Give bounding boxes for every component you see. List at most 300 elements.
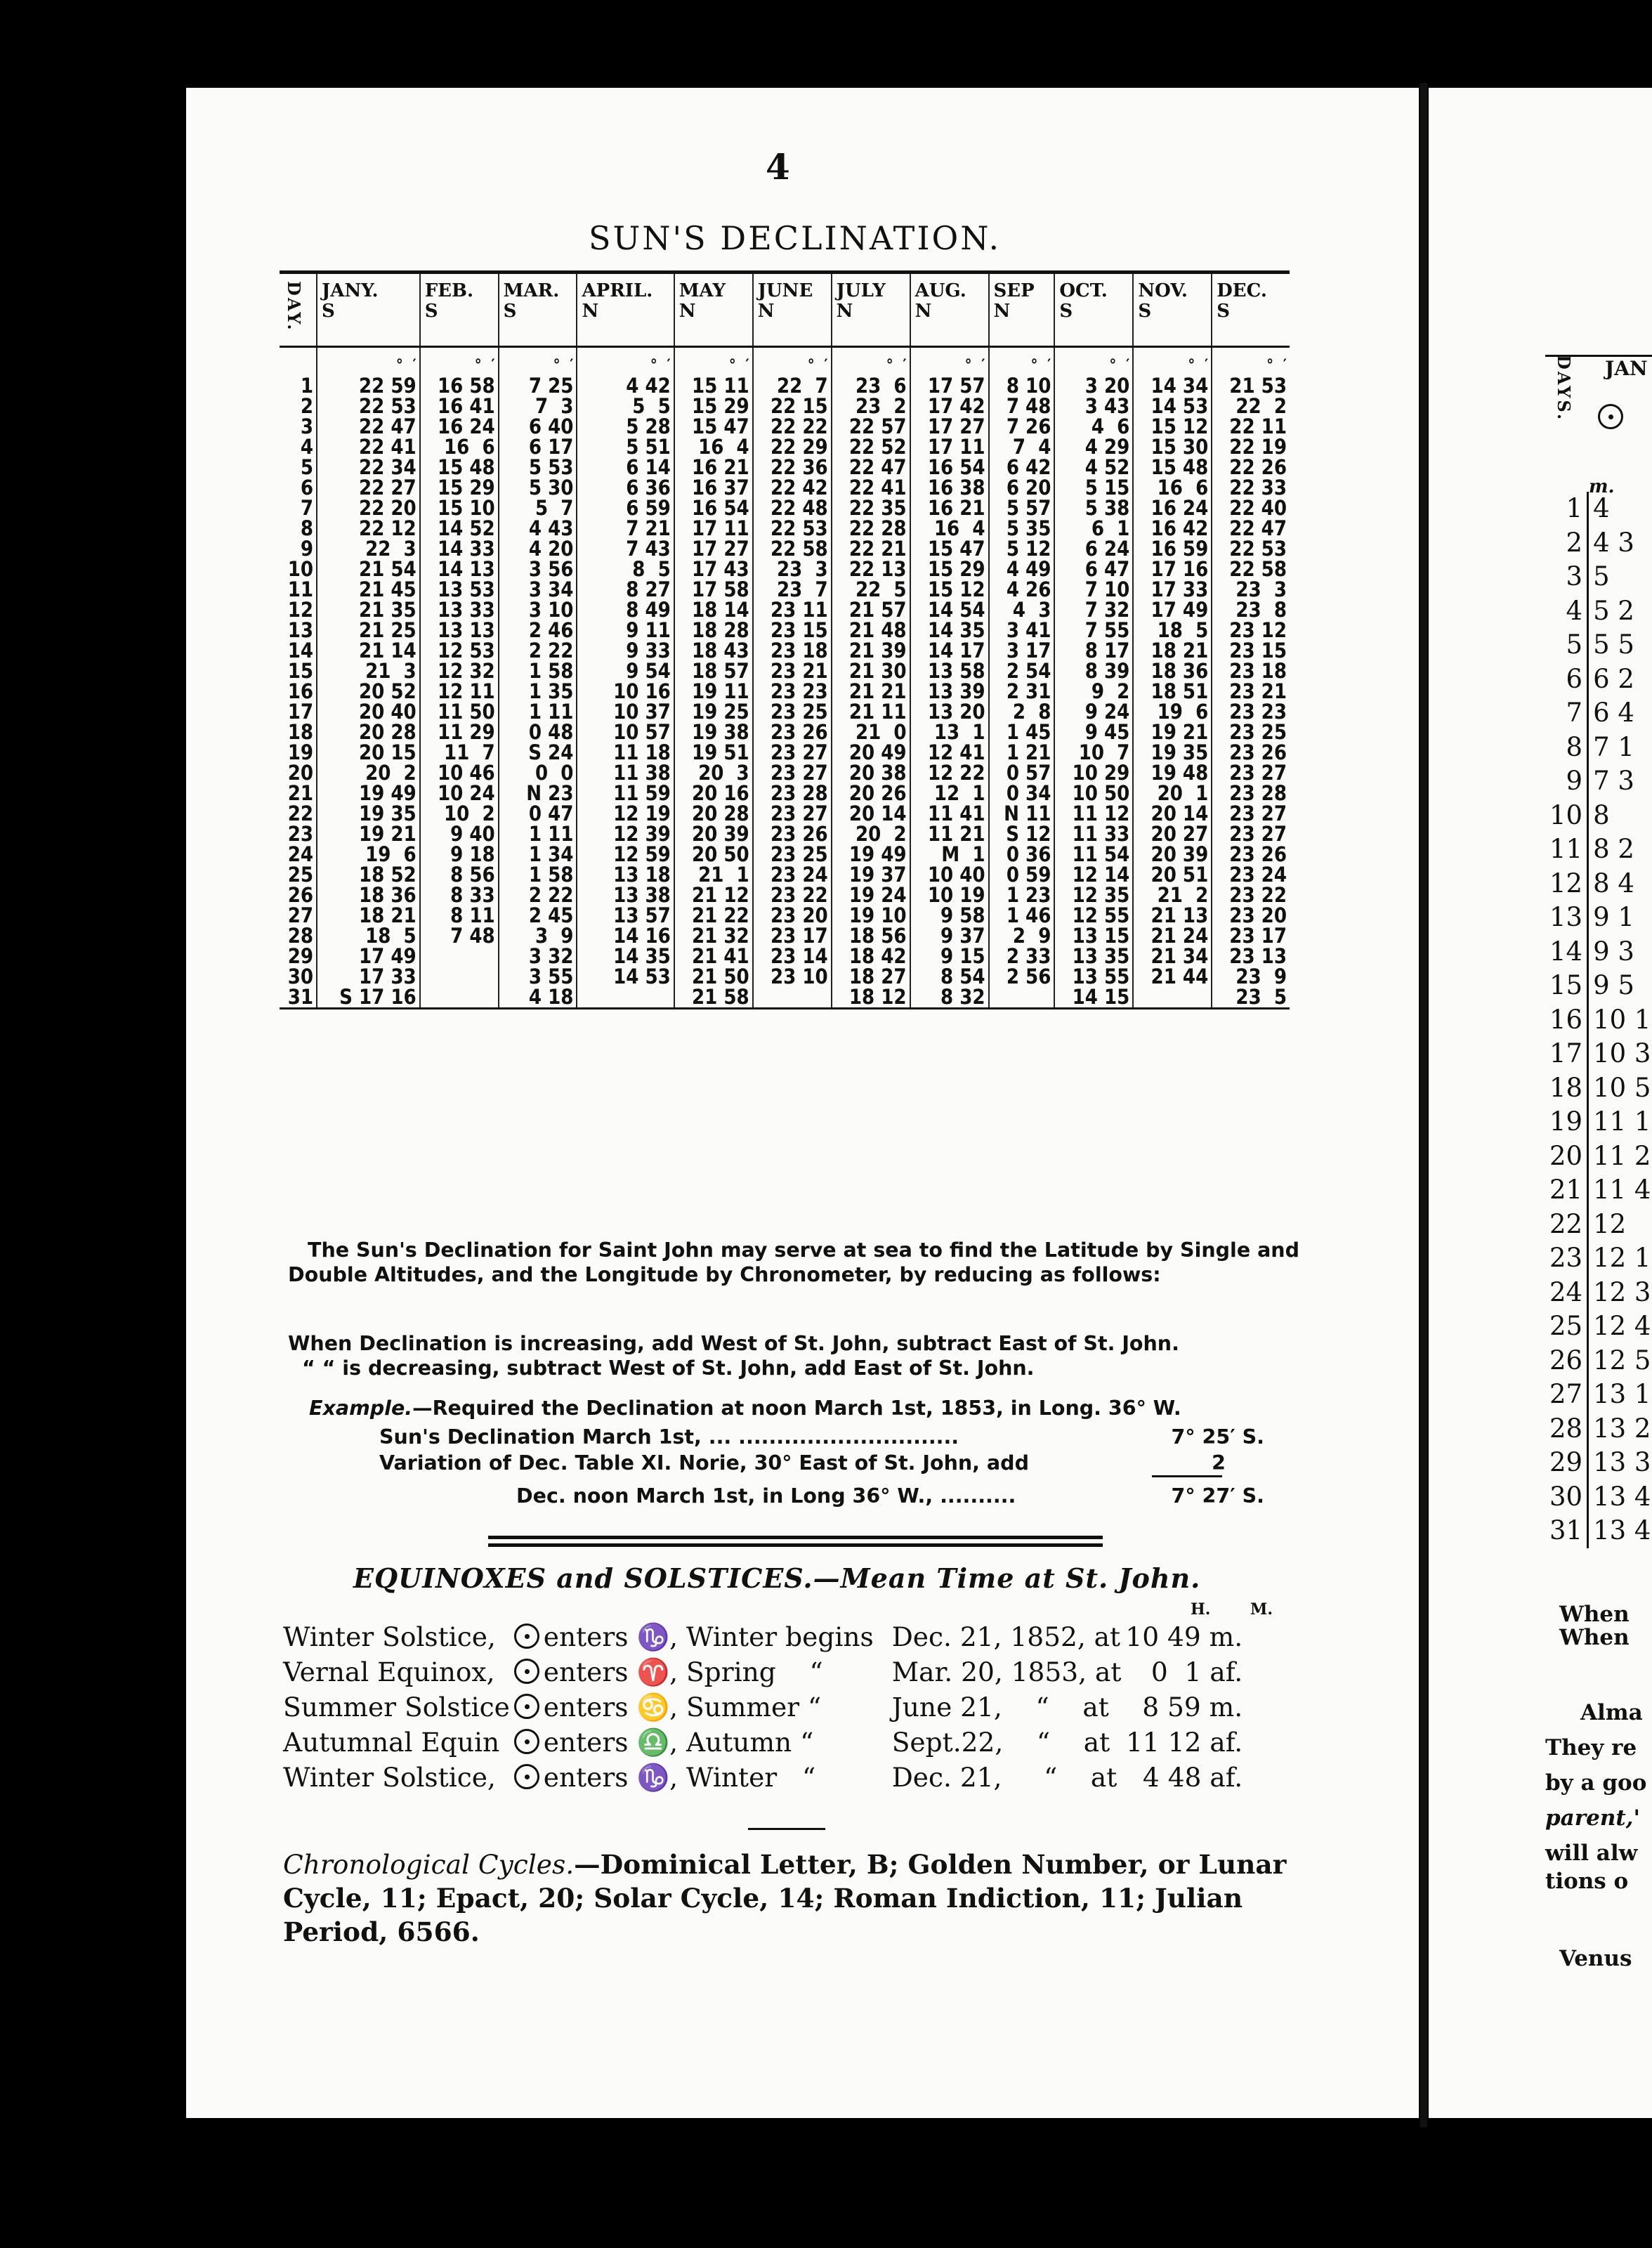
sun-icon — [514, 1725, 544, 1760]
declination-cell: 1 45 — [989, 722, 1055, 743]
declination-cell: 21 12 — [674, 885, 753, 906]
day-cell: 24 — [287, 842, 313, 866]
unit-cell: ° ′ — [577, 347, 674, 377]
declination-cell: 22 40 — [1212, 498, 1290, 518]
month-header-9 — [1054, 273, 1133, 347]
short-divider — [748, 1828, 825, 1830]
declination-cell: 22 28 — [832, 518, 910, 539]
declination-cell: 3 41 — [989, 620, 1055, 641]
declination-cell: 14 16 — [577, 926, 674, 946]
value-cell: 11 2 — [1593, 1140, 1651, 1171]
next-page-row — [1545, 492, 1652, 526]
declination-cell: 21 41 — [674, 946, 753, 967]
declination-cell: 12 35 — [1054, 885, 1133, 906]
month-direction: N — [836, 301, 853, 322]
declination-cell: 16 6 — [1133, 478, 1212, 498]
declination-cell: 14 53 — [577, 967, 674, 987]
declination-cell: 13 15 — [1054, 926, 1133, 946]
declination-cell: 5 12 — [989, 539, 1055, 559]
declination-cell: 16 6 — [420, 437, 499, 457]
day-cell: 9 — [1545, 764, 1588, 799]
next-page-line: parent,' — [1545, 1805, 1640, 1831]
declination-cell: 11 50 — [420, 702, 499, 722]
table-row — [280, 600, 1290, 620]
next-page-row — [1545, 1139, 1652, 1174]
declination-cell: 22 53 — [1212, 539, 1290, 559]
declination-cell: 7 26 — [989, 417, 1055, 437]
declination-cell: 20 39 — [1133, 844, 1212, 865]
value-cell: 12 5 — [1593, 1345, 1651, 1375]
declination-cell: 22 58 — [753, 539, 832, 559]
declination-cell: 18 12 — [832, 987, 910, 1009]
declination-cell: 10 57 — [577, 722, 674, 743]
declination-cell: 12 22 — [910, 763, 989, 783]
declination-cell: 21 44 — [1133, 967, 1212, 987]
declination-cell: 23 23 — [753, 681, 832, 702]
declination-cell: 23 22 — [753, 885, 832, 906]
declination-cell: 11 18 — [577, 743, 674, 763]
declination-cell: 8 17 — [1054, 641, 1133, 661]
declination-cell: 9 33 — [577, 641, 674, 661]
declination-cell: 23 17 — [753, 926, 832, 946]
declination-cell: 7 48 — [989, 396, 1055, 417]
next-page-row — [1545, 1105, 1652, 1139]
note-rule-decreasing: “ “ is decreasing, subtract West of St. John, add East of St. John. — [302, 1357, 1035, 1380]
example-line — [309, 1396, 1320, 1420]
value-cell: 8 4 — [1593, 868, 1634, 898]
day-column-header: DAY. — [280, 273, 317, 347]
sun-icon — [514, 1764, 539, 1789]
example-row-3-label: Dec. noon March 1st, in Long 36° W., .......... — [516, 1484, 1016, 1508]
day-cell: 2 — [1545, 526, 1588, 561]
declination-cell: 15 47 — [674, 417, 753, 437]
day-cell: 30 — [1545, 1480, 1588, 1515]
declination-cell: 20 16 — [674, 783, 753, 804]
declination-cell: 23 27 — [1212, 824, 1290, 844]
declination-cell: 8 27 — [577, 580, 674, 600]
declination-cell: 18 43 — [674, 641, 753, 661]
declination-cell: 21 25 — [317, 620, 420, 641]
value-cell: 8 — [1593, 799, 1610, 830]
declination-cell: 20 27 — [1133, 824, 1212, 844]
next-page-row — [1545, 1071, 1652, 1106]
declination-cell: 11 33 — [1054, 824, 1133, 844]
declination-cell: 18 21 — [1133, 641, 1212, 661]
table-row — [280, 559, 1290, 580]
declination-cell: 22 33 — [1212, 478, 1290, 498]
month-name: MAY — [678, 280, 726, 301]
declination-cell: 21 34 — [1133, 946, 1212, 967]
declination-cell: 14 54 — [910, 600, 989, 620]
declination-cell: 23 26 — [1212, 743, 1290, 763]
unit-cell: ° ′ — [674, 347, 753, 377]
unit-cell: ° ′ — [832, 347, 910, 377]
declination-cell: 16 58 — [420, 376, 499, 396]
event-time: 4 48 af. — [1142, 1762, 1243, 1793]
declination-cell: 15 30 — [1133, 437, 1212, 457]
declination-cell: 10 7 — [1054, 743, 1133, 763]
declination-cell: 8 39 — [1054, 661, 1133, 681]
next-page-row — [1545, 662, 1652, 697]
day-cell: 22 — [287, 802, 313, 825]
day-cell: 7 — [300, 496, 313, 520]
next-page-row — [1545, 1309, 1652, 1344]
declination-cell: 11 29 — [420, 722, 499, 743]
month-direction: S — [424, 301, 438, 322]
equinox-row — [283, 1690, 1247, 1725]
next-page-row — [1545, 1276, 1652, 1310]
declination-cell: 20 28 — [674, 804, 753, 824]
declination-cell: 23 24 — [753, 865, 832, 885]
declination-cell: 23 27 — [1212, 804, 1290, 824]
value-cell: 10 5 — [1593, 1072, 1651, 1103]
declination-cell: 6 14 — [577, 457, 674, 478]
day-cell: 16 — [1545, 1003, 1588, 1038]
declination-cell: 22 29 — [753, 437, 832, 457]
declination-cell: 12 14 — [1054, 865, 1133, 885]
declination-cell: 13 57 — [577, 906, 674, 926]
month-name: APRIL. — [582, 280, 653, 301]
day-cell: 18 — [287, 720, 313, 744]
declination-cell: 2 54 — [989, 661, 1055, 681]
declination-cell: 20 14 — [832, 804, 910, 824]
declination-cell: 2 45 — [499, 906, 577, 926]
next-page-line: They re — [1545, 1735, 1637, 1760]
declination-cell: 23 27 — [753, 804, 832, 824]
declination-cell: 4 26 — [989, 580, 1055, 600]
sun-icon — [514, 1694, 539, 1719]
declination-cell: 0 0 — [499, 763, 577, 783]
declination-cell: 20 51 — [1133, 865, 1212, 885]
declination-cell: 23 6 — [832, 376, 910, 396]
declination-cell: 11 21 — [910, 824, 989, 844]
unit-cell: ° ′ — [910, 347, 989, 377]
table-row — [280, 804, 1290, 824]
declination-cell: 16 21 — [910, 498, 989, 518]
divider-bottom — [488, 1543, 1103, 1547]
next-page-row — [1545, 935, 1652, 969]
table-row — [280, 641, 1290, 661]
next-page-row — [1545, 1514, 1652, 1548]
equinox-row — [283, 1760, 1247, 1795]
table-row — [280, 763, 1290, 783]
declination-cell: 2 9 — [989, 926, 1055, 946]
day-cell: 20 — [287, 761, 313, 785]
day-cell: 21 — [287, 781, 313, 805]
day-cell: 17 — [1545, 1037, 1588, 1071]
declination-cell: 5 5 — [577, 396, 674, 417]
declination-cell: 21 48 — [832, 620, 910, 641]
declination-cell: 0 59 — [989, 865, 1055, 885]
declination-cell: 10 50 — [1054, 783, 1133, 804]
month-name: MAR. — [503, 280, 560, 301]
declination-cell: 10 2 — [420, 804, 499, 824]
month-header-1 — [420, 273, 499, 347]
value-cell: 12 — [1593, 1208, 1627, 1239]
declination-cell: 21 30 — [832, 661, 910, 681]
declination-cell: 8 33 — [420, 885, 499, 906]
value-cell: 5 — [1593, 561, 1610, 592]
next-page-row — [1545, 526, 1652, 561]
declination-cell: 23 2 — [832, 396, 910, 417]
declination-cell: 18 52 — [317, 865, 420, 885]
event-name: Winter Solstice, — [283, 1621, 496, 1652]
next-page-row — [1545, 901, 1652, 935]
next-page-table — [1545, 492, 1652, 1548]
declination-cell: 2 22 — [499, 885, 577, 906]
month-name: JUNE — [757, 280, 813, 301]
month-header-4 — [674, 273, 753, 347]
declination-cell: 4 20 — [499, 539, 577, 559]
sign-entry: enters ♑, Winter begins — [543, 1621, 874, 1652]
chron-text: —Dominical Letter, B; Golden Number, or Lunar Cycle, 11; Epact, 20; Solar Cycle, 14; Roman Indiction, 11; Julian Period, 6566. — [283, 1849, 1287, 1947]
declination-cell: 23 26 — [753, 722, 832, 743]
example-row-3 — [516, 1484, 1264, 1508]
declination-cell: 3 34 — [499, 580, 577, 600]
declination-cell: 8 11 — [420, 906, 499, 926]
declination-cell: N 23 — [499, 783, 577, 804]
declination-cell: 22 5 — [832, 580, 910, 600]
declination-cell: 13 18 — [577, 865, 674, 885]
declination-cell: 22 34 — [317, 457, 420, 478]
next-page-days-label: DAYS. — [1554, 355, 1574, 422]
declination-cell: 21 11 — [832, 702, 910, 722]
declination-cell: 22 41 — [317, 437, 420, 457]
day-cell: 19 — [287, 740, 313, 764]
declination-cell: 22 13 — [832, 559, 910, 580]
month-header-7 — [910, 273, 989, 347]
declination-cell: 5 35 — [989, 518, 1055, 539]
declination-cell: 3 56 — [499, 559, 577, 580]
declination-cell: 21 35 — [317, 600, 420, 620]
next-page-row — [1545, 731, 1652, 765]
value-cell: 5 2 — [1593, 595, 1634, 626]
value-cell: 4 — [1593, 493, 1610, 523]
event-name: Autumnal Equin — [283, 1727, 500, 1758]
declination-cell: 13 55 — [1054, 967, 1133, 987]
declination-cell: 18 27 — [832, 967, 910, 987]
declination-cell: 4 18 — [499, 987, 577, 1009]
sun-icon — [514, 1760, 544, 1795]
declination-cell: 13 39 — [910, 681, 989, 702]
table-row — [280, 396, 1290, 417]
declination-cell: 12 32 — [420, 661, 499, 681]
declination-cell: 22 20 — [317, 498, 420, 518]
declination-cell: 23 26 — [753, 824, 832, 844]
declination-cell: 17 16 — [1133, 559, 1212, 580]
day-cell: 22 — [1545, 1208, 1588, 1242]
declination-cell: 18 56 — [832, 926, 910, 946]
declination-cell: 23 23 — [1212, 702, 1290, 722]
declination-cell: 14 33 — [420, 539, 499, 559]
day-cell: 31 — [280, 987, 317, 1009]
next-page-row — [1545, 1173, 1652, 1208]
table-row — [280, 376, 1290, 396]
table-row — [280, 437, 1290, 457]
declination-cell: 1 35 — [499, 681, 577, 702]
declination-cell: 14 15 — [1054, 987, 1133, 1009]
declination-cell: 7 48 — [420, 926, 499, 946]
declination-cell: 23 27 — [1212, 763, 1290, 783]
page-number: 4 — [766, 146, 790, 188]
declination-cell: 17 27 — [674, 539, 753, 559]
declination-cell: 11 41 — [910, 804, 989, 824]
value-cell: 13 1 — [1593, 1379, 1651, 1409]
declination-cell: 13 38 — [577, 885, 674, 906]
next-page-row — [1545, 969, 1652, 1003]
declination-cell: 21 1 — [674, 865, 753, 885]
unit-cell: ° ′ — [1212, 347, 1290, 377]
day-cell: 29 — [1545, 1446, 1588, 1480]
table-row — [280, 702, 1290, 722]
declination-cell: 17 42 — [910, 396, 989, 417]
declination-cell: 9 37 — [910, 926, 989, 946]
declination-cell: 4 49 — [989, 559, 1055, 580]
unit-cell: ° ′ — [989, 347, 1055, 377]
next-page-row — [1545, 764, 1652, 799]
page-title: SUN'S DECLINATION. — [589, 219, 1002, 257]
declination-cell: 14 52 — [420, 518, 499, 539]
month-name: JULY — [836, 280, 886, 301]
declination-cell: 22 47 — [317, 417, 420, 437]
sun-icon — [514, 1619, 544, 1654]
declination-cell: 13 58 — [910, 661, 989, 681]
declination-cell: 22 52 — [832, 437, 910, 457]
declination-cell: 6 40 — [499, 417, 577, 437]
declination-cell: 10 46 — [420, 763, 499, 783]
note-paragraph: The Sun's Declination for Saint John may serve at sea to find the Latitude by Single and Double Altitudes, and the Longitude by Chronometer, by reducing as follows: — [288, 1239, 1299, 1286]
declination-cell — [420, 987, 499, 1009]
day-cell: 24 — [1545, 1276, 1588, 1310]
value-cell: 6 2 — [1593, 663, 1634, 694]
table-row — [280, 946, 1290, 967]
declination-cell: 0 34 — [989, 783, 1055, 804]
declination-cell: 23 8 — [1212, 600, 1290, 620]
declination-cell: 6 20 — [989, 478, 1055, 498]
declination-cell: 18 14 — [674, 600, 753, 620]
declination-cell: 15 48 — [420, 457, 499, 478]
declination-cell: 16 4 — [674, 437, 753, 457]
example-row-2-value: 2 — [1212, 1451, 1226, 1475]
declination-cell: 0 48 — [499, 722, 577, 743]
day-cell: 25 — [1545, 1309, 1588, 1344]
table-body — [280, 347, 1290, 1009]
day-cell: 17 — [287, 700, 313, 724]
value-cell: 9 5 — [1593, 970, 1634, 1000]
declination-cell: 19 48 — [1133, 763, 1212, 783]
month-header-2 — [499, 273, 577, 347]
declination-cell: 12 19 — [577, 804, 674, 824]
day-cell: 27 — [1545, 1378, 1588, 1412]
declination-cell: 11 7 — [420, 743, 499, 763]
declination-cell: 7 4 — [989, 437, 1055, 457]
declination-cell: 6 24 — [1054, 539, 1133, 559]
declination-cell: 23 25 — [753, 702, 832, 722]
next-page-line: When — [1559, 1625, 1630, 1650]
day-cell: 10 — [1545, 799, 1588, 833]
declination-cell: 21 0 — [832, 722, 910, 743]
unit-cell: ° ′ — [420, 347, 499, 377]
event-time: 0 1 af. — [1150, 1656, 1243, 1687]
next-page-row — [1545, 1037, 1652, 1071]
declination-cell: 16 54 — [910, 457, 989, 478]
day-cell: 27 — [287, 903, 313, 927]
event-date: Dec. 21, 1852, at — [891, 1621, 1121, 1652]
declination-cell: 23 27 — [753, 743, 832, 763]
day-cell: 14 — [287, 639, 313, 662]
declination-cell: 1 58 — [499, 865, 577, 885]
declination-cell: 22 59 — [317, 376, 420, 396]
declination-cell: 22 48 — [753, 498, 832, 518]
declination-cell: 21 53 — [1212, 376, 1290, 396]
day-cell: 13 — [1545, 901, 1588, 935]
declination-cell: 12 41 — [910, 743, 989, 763]
example-row-2-label: Variation of Dec. Table XI. Norie, 30° East of St. John, add — [379, 1451, 1029, 1475]
declination-cell: 7 21 — [577, 518, 674, 539]
declination-cell: 14 17 — [910, 641, 989, 661]
equinox-row — [283, 1619, 1247, 1654]
declination-cell: 22 57 — [832, 417, 910, 437]
day-cell: 9 — [300, 537, 313, 561]
table-row — [280, 885, 1290, 906]
declination-cell: 10 40 — [910, 865, 989, 885]
day-cell: 10 — [287, 557, 313, 581]
event-time: 10 49 m. — [1125, 1621, 1243, 1652]
declination-cell: 22 7 — [753, 376, 832, 396]
declination-cell: 17 57 — [910, 376, 989, 396]
day-cell: 18 — [1545, 1071, 1588, 1106]
declination-cell: 14 13 — [420, 559, 499, 580]
day-cell: 1 — [300, 374, 313, 398]
declination-cell: 13 1 — [910, 722, 989, 743]
declination-cell: 21 50 — [674, 967, 753, 987]
declination-cell: 16 54 — [674, 498, 753, 518]
day-cell: 26 — [1545, 1344, 1588, 1378]
declination-cell: 18 36 — [1133, 661, 1212, 681]
day-cell: 8 — [300, 516, 313, 540]
declination-cell: 20 15 — [317, 743, 420, 763]
declination-cell: 18 5 — [1133, 620, 1212, 641]
value-cell: 11 4 — [1593, 1175, 1651, 1205]
declination-cell: 21 22 — [674, 906, 753, 926]
declination-cell: 19 11 — [674, 681, 753, 702]
equinox-table — [283, 1619, 1247, 1795]
day-cell: 4 — [300, 435, 313, 459]
next-page-row — [1545, 594, 1652, 629]
event-name: Winter Solstice, — [283, 1762, 496, 1793]
table-row — [280, 906, 1290, 926]
declination-cell: 20 28 — [317, 722, 420, 743]
next-page-row — [1545, 1446, 1652, 1480]
hours-label: H. — [1191, 1600, 1211, 1619]
declination-cell: 21 21 — [832, 681, 910, 702]
declination-cell: 1 23 — [989, 885, 1055, 906]
declination-cell: 20 3 — [674, 763, 753, 783]
table-row — [280, 722, 1290, 743]
declination-cell: 13 53 — [420, 580, 499, 600]
declination-cell: 14 34 — [1133, 376, 1212, 396]
declination-cell: 9 18 — [420, 844, 499, 865]
declination-cell: 0 57 — [989, 763, 1055, 783]
declination-cell: 6 1 — [1054, 518, 1133, 539]
day-cell: 5 — [300, 455, 313, 479]
declination-cell: 7 25 — [499, 376, 577, 396]
sun-icon — [514, 1729, 539, 1754]
value-cell: 7 1 — [1593, 731, 1634, 762]
declination-cell: 5 51 — [577, 437, 674, 457]
day-cell: 15 — [1545, 969, 1588, 1003]
declination-cell: 19 37 — [832, 865, 910, 885]
